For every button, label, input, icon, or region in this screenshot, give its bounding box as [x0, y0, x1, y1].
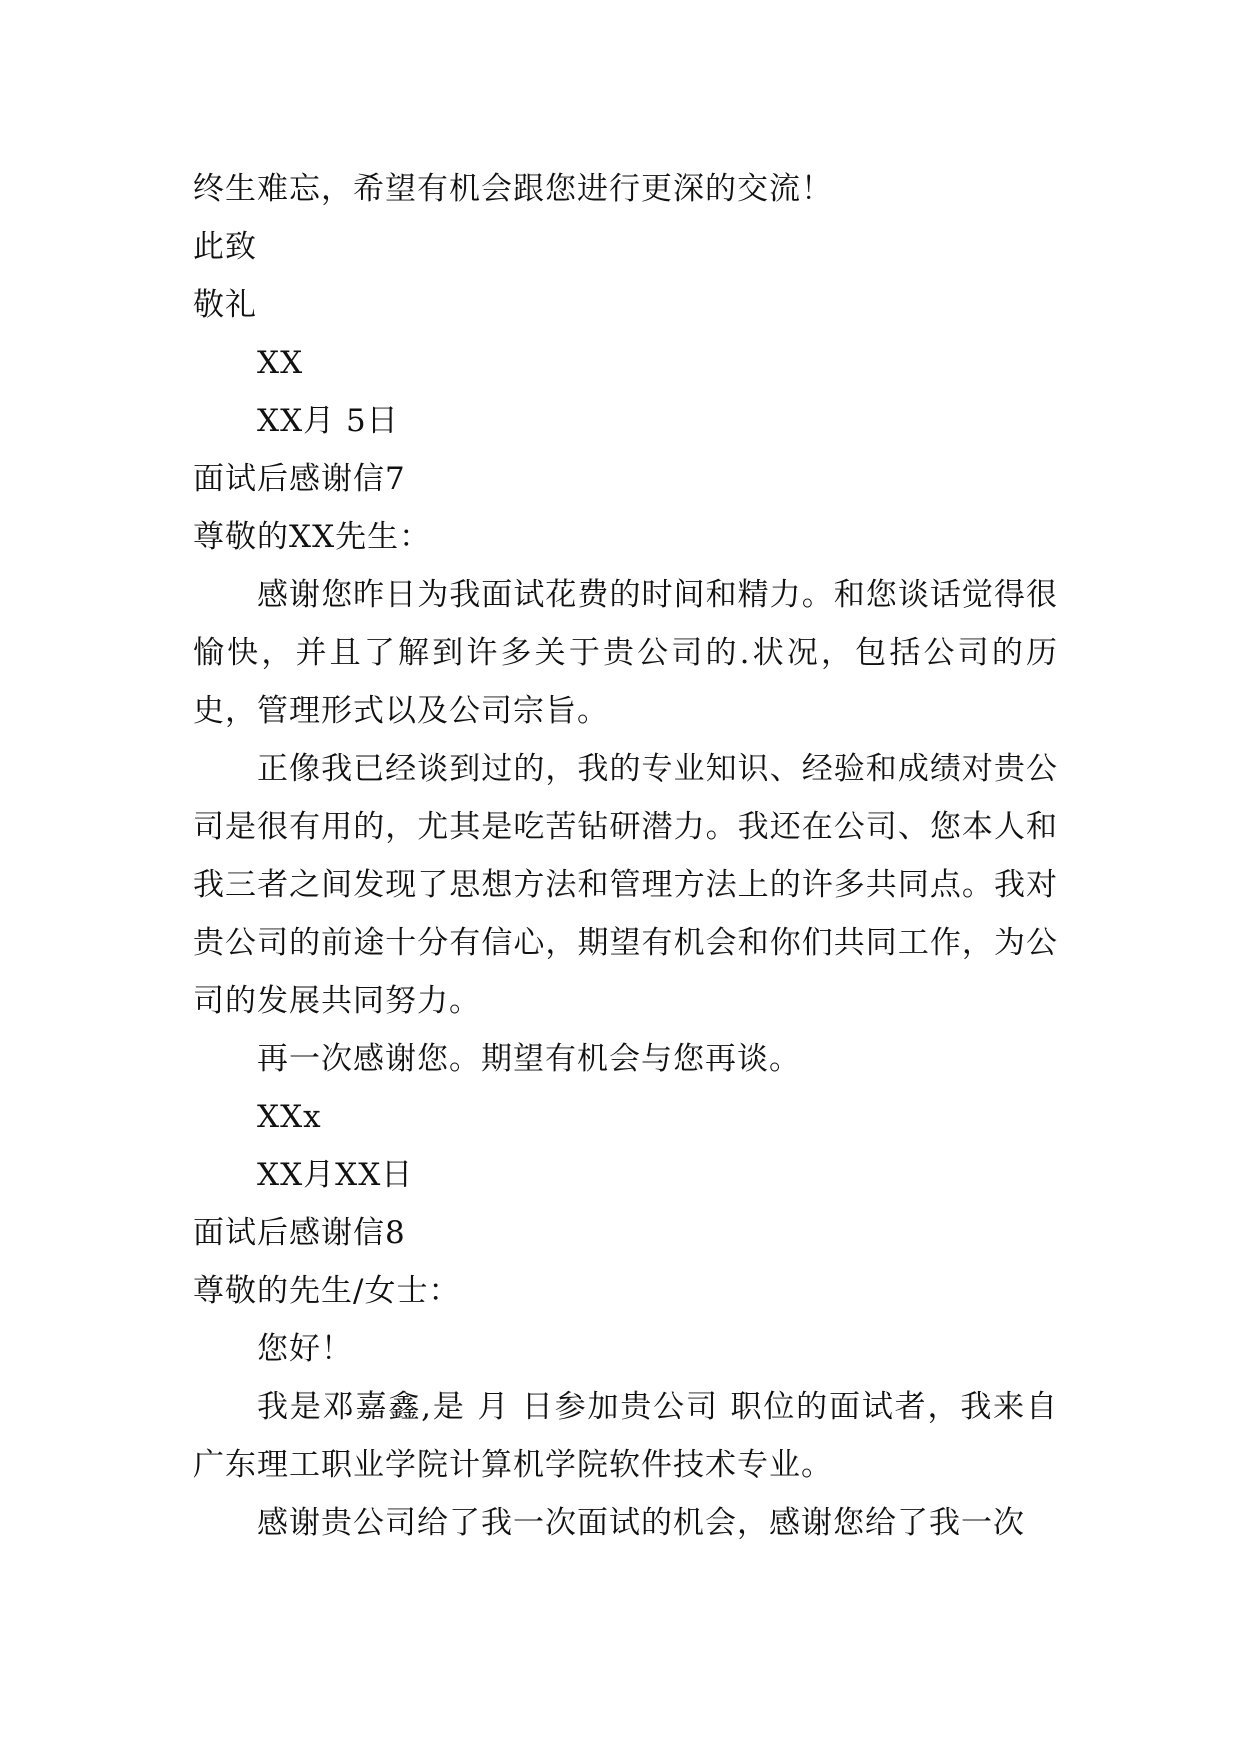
letter7-title: 面试后感谢信7 — [193, 461, 406, 497]
prev-letter-signature: XX — [257, 345, 304, 381]
letter7-signature: XXx — [257, 1099, 322, 1135]
letter7-greeting: 尊敬的XX先生： — [193, 519, 432, 555]
letter7-paragraph-2: 正像我已经谈到过的，我的专业知识、经验和成绩对贵公司是很有用的，尤其是吃苦钻研潜力。我还在公司、您本人和我三者之间发现了思想方法和管理方法上的许多共同点。我对贵公司的前途十分有信心，期望有机会和你们共同工作，为公司的发展共同努力。 — [193, 751, 1058, 1019]
letter7-paragraph-1: 感谢您昨日为我面试花费的时间和精力。和您谈话觉得很愉快，并且了解到许多关于贵公司的.状况，包括公司的历史，管理形式以及公司宗旨。 — [193, 577, 1058, 729]
prev-letter-closing-text: 终生难忘，希望有机会跟您进行更深的交流！ — [193, 171, 833, 207]
letter8-greeting: 尊敬的先生/女士： — [193, 1273, 461, 1309]
document-body — [193, 160, 1058, 1552]
prev-letter-date: XX月 5日 — [257, 403, 399, 439]
letter8-paragraph-1: 我是邓嘉鑫,是 月 日参加贵公司 职位的面试者，我来自广东理工职业学院计算机学院软件技术专业。 — [193, 1389, 1058, 1483]
prev-letter-salutation-jingli: 敬礼 — [193, 287, 257, 323]
letter7-date: XX月XX日 — [257, 1157, 414, 1193]
letter8-hello: 您好！ — [257, 1331, 353, 1367]
prev-letter-salutation-cizhi: 此致 — [193, 229, 257, 265]
letter8-paragraph-2: 感谢贵公司给了我一次面试的机会，感谢您给了我一次 — [257, 1505, 1025, 1541]
letter7-paragraph-3: 再一次感谢您。期望有机会与您再谈。 — [257, 1041, 801, 1077]
letter8-title: 面试后感谢信8 — [193, 1215, 406, 1251]
